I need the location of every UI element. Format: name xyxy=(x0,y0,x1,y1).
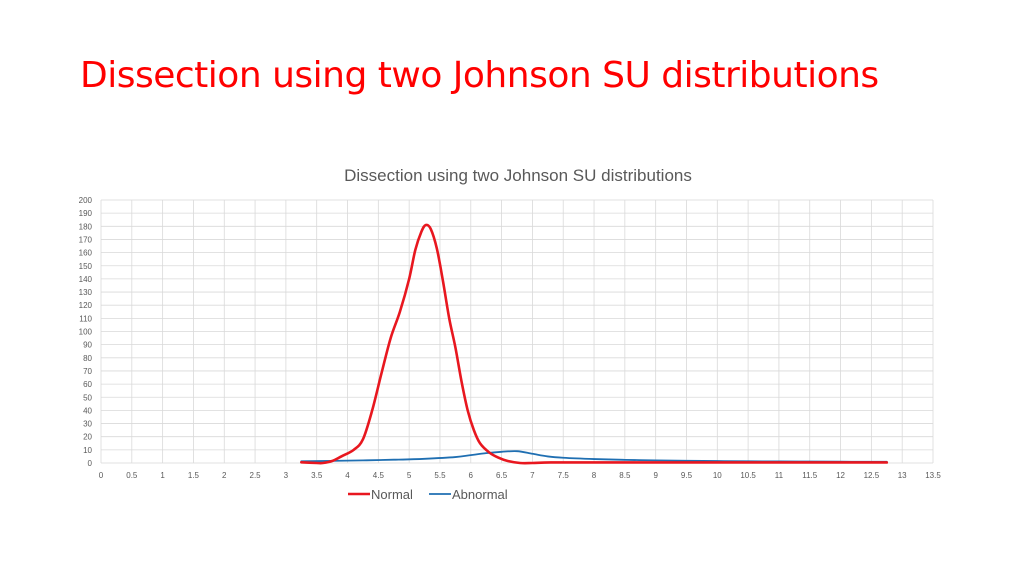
x-tick-label: 11 xyxy=(774,471,784,480)
y-tick-label: 150 xyxy=(78,261,92,271)
x-tick-label: 0.5 xyxy=(126,471,138,480)
y-tick-label: 120 xyxy=(78,301,92,311)
y-tick-label: 50 xyxy=(83,393,92,403)
x-tick-label: 7.5 xyxy=(557,471,569,480)
x-tick-label: 6.5 xyxy=(496,471,508,480)
x-tick-label: 6 xyxy=(468,471,474,480)
y-tick-label: 20 xyxy=(83,432,92,442)
y-tick-label: 70 xyxy=(83,366,92,376)
x-tick-label: 9.5 xyxy=(680,471,693,480)
x-tick-label: 1.5 xyxy=(187,471,200,480)
x-tick-label: 13.5 xyxy=(925,471,941,480)
x-tick-label: 8 xyxy=(591,471,597,480)
x-tick-label: 5.5 xyxy=(434,471,446,480)
y-tick-label: 180 xyxy=(78,222,92,232)
x-tick-label: 8.5 xyxy=(619,471,631,480)
x-tick-label: 9 xyxy=(653,471,658,480)
x-tick-label: 3 xyxy=(283,471,289,480)
y-tick-label: 30 xyxy=(83,419,92,429)
legend-label-abnormal: Abnormal xyxy=(452,487,508,502)
x-tick-label: 7 xyxy=(530,471,535,480)
x-tick-label: 10 xyxy=(712,471,722,480)
y-tick-label: 80 xyxy=(83,353,92,363)
y-tick-label: 140 xyxy=(78,274,92,284)
chart-title: Dissection using two Johnson SU distributions xyxy=(344,166,692,185)
y-tick-label: 110 xyxy=(79,314,92,324)
x-tick-label: 4.5 xyxy=(372,471,384,480)
x-tick-label: 12 xyxy=(836,471,846,480)
y-tick-label: 40 xyxy=(83,406,92,416)
y-tick-label: 100 xyxy=(78,327,92,337)
x-tick-label: 5 xyxy=(406,471,412,480)
x-tick-label: 1 xyxy=(160,471,165,480)
y-tick-label: 60 xyxy=(83,380,92,390)
y-tick-label: 90 xyxy=(83,340,92,350)
slide-title: Dissection using two Johnson SU distributions xyxy=(80,55,879,96)
x-tick-label: 2.5 xyxy=(249,471,261,480)
x-tick-label: 10.5 xyxy=(740,471,756,480)
y-tick-label: 160 xyxy=(78,248,92,258)
x-tick-label: 2 xyxy=(222,471,227,480)
y-tick-label: 190 xyxy=(78,209,92,219)
y-tick-label: 10 xyxy=(83,445,92,455)
y-tick-label: 130 xyxy=(78,288,92,298)
y-tick-label: 200 xyxy=(78,196,92,205)
x-tick-label: 0 xyxy=(98,471,104,480)
y-tick-label: 170 xyxy=(78,235,92,245)
x-tick-label: 12.5 xyxy=(863,471,880,480)
x-tick-label: 4 xyxy=(345,471,350,480)
x-tick-label: 11.5 xyxy=(802,471,818,480)
y-tick-label: 0 xyxy=(87,459,92,468)
x-tick-label: 13 xyxy=(897,471,907,480)
x-tick-label: 3.5 xyxy=(311,471,323,480)
legend-label-normal: Normal xyxy=(371,487,413,502)
